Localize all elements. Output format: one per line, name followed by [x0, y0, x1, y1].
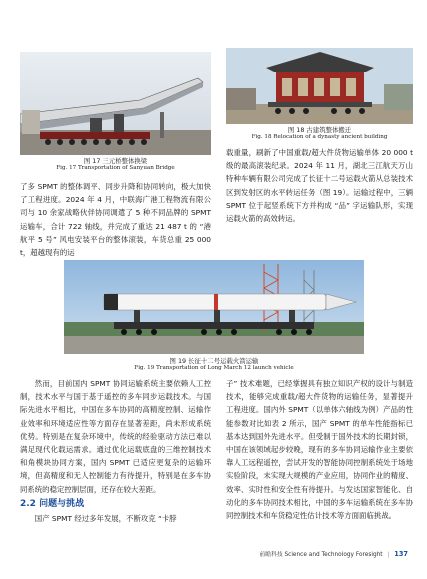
- figure-19-caption-cn: 图 19 长征十二号运载火箭运输: [169, 357, 259, 365]
- journal-name: 前瞻科技 Science and Technology Foresight: [259, 552, 383, 558]
- upper-left-text: 了多 SPMT 的整体调平、同步升降和协同转向，极大加快了工程进度。2024 年 4 月，中联海广港工程物流有限公司与 10 余家战略伙伴协同调遣了 5 种不同品牌的 SPMT 运输车，合计 722 轴线，并完成了重达 21 487 t 的 “港航平 5 号” 风电安装平台的整体滚装，车货总重 25 000 t，超越现有的运: [20, 182, 211, 258]
- figure-19-caption-en: Fig. 19 Transportation of Long March 12 launch vehicle: [134, 365, 294, 371]
- lower-left-paragraph-2: 国产 SPMT 经过多年发展，不断攻克 “卡脖: [34, 513, 177, 523]
- figure-19-photo: [64, 260, 364, 354]
- lower-left-paragraph-1: 然而，目前国内 SPMT 协同运输系统主要依赖人工控制，技术水平与国于基于遥控的多车同步运载技术。与国际先进水平相比，中国在多车协同的高精度控制、运输作业效率和环境适应性等方面存在显著差距，尚未形成系统优势。特别是在复杂环境中，传统的经验驱动方法已难以满足现代化载运需求。通过优化运载底盘的三维控制技术和角模块协同方案，国内 SPMT 已适应更复杂的运输环境，但高精度和无人控制能力有待提升，特别是在多车协同系统的稳定控制层面，还存在较大差距。: [20, 379, 211, 494]
- page-number: 137: [394, 550, 408, 558]
- figure-17-caption-en: Fig. 17 Transportation of Sanyuan Bridge: [56, 165, 175, 171]
- page-footer: [258, 549, 408, 559]
- lower-right-column: [226, 377, 413, 522]
- figure-18-caption-cn: 图 18 古建筑整体搬迁: [287, 126, 352, 134]
- figure-17-photo: [20, 52, 211, 155]
- upper-right-text: 载重量，刷新了中国重载/超大件货物运输单体 20 000 t 级的最高滚装纪录。2024 年 11 月，湖北三江航天万山特种车辆有限公司完成了长征十二号运载火箭从总装技术区到发射区的水平转运任务（图 19）。运输过程中，三辆 SPMT 位于起竖系统下方并构成 “品” 字运输队形，实现运载火箭的高效转运。: [226, 148, 413, 224]
- lower-right-text: 子” 技术难题，已经掌握具有独立知识产权的设计与制造技术，能够完成重载/超大件货物的运输任务，显著提升工程进度。国内外 SPMT（以单体六轴线为例）产品的性能参数对比如表 2 所示，国产 SPMT 的单车性能指标已基本达到国外先进水平。但受制于国外技术的长期封锁，中国在该领域起步较晚，现有的多车协同运输作业主要依靠人工远程遥控，尝试开发的智能协同控制系统处于场地实验阶段，未实现大规模的产业应用，协同作业的精度、效率、实时性和安全性有待提升。与发达国家智能化、自动化的多车协同技术相比，中国的多车运输系统在多车协同控制技术和车货稳定性估计技术等方面面临挑战。: [226, 379, 413, 521]
- section-heading-2-2: 2.2 问题与挑战: [20, 498, 85, 509]
- figure-18-caption-en: Fig. 18 Relocation of a dynasty ancient building: [251, 134, 388, 140]
- footer-separator: |: [387, 552, 390, 558]
- upper-left-column: [20, 180, 211, 259]
- lower-left-column: [20, 377, 211, 525]
- figure-18-photo: [226, 48, 413, 124]
- upper-right-column: [226, 146, 413, 225]
- figure-17-caption-cn: 图 17 三元桥整体换梁: [83, 157, 148, 165]
